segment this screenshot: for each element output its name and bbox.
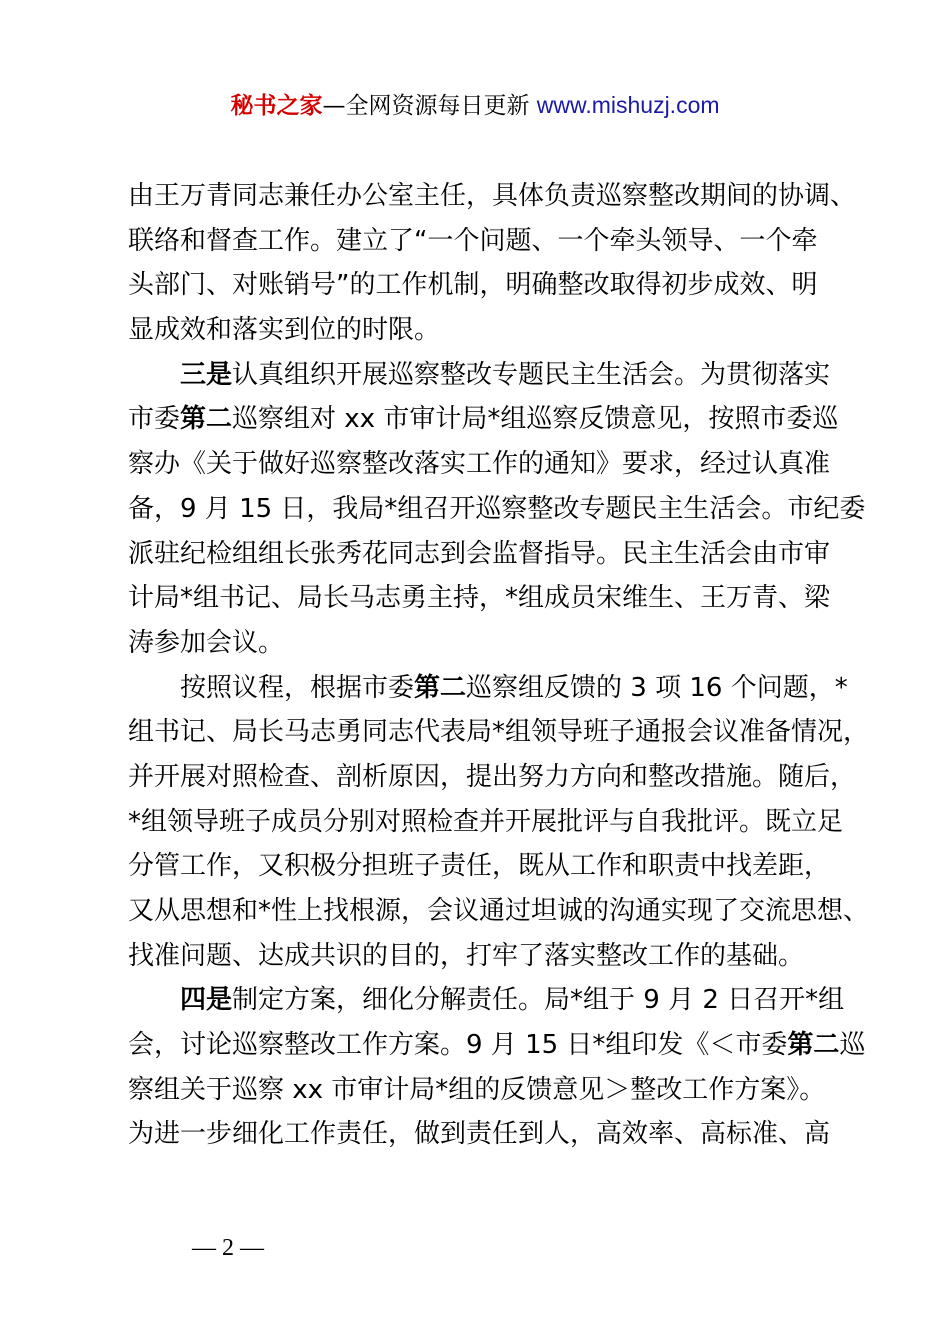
text-line <box>128 621 854 666</box>
page-number: — 2 — <box>192 1235 264 1261</box>
text-segment: 察办《关于做好巡察整改落实工作的通知》要求，经过认真准 <box>128 449 831 480</box>
text-line <box>128 576 854 621</box>
text-line <box>128 710 870 755</box>
text-segment: 巡 <box>839 1030 866 1061</box>
text-segment: 分管工作，又积极分担班子责任，既从工作和职责中找差距， <box>128 851 831 882</box>
text-segment: 派驻纪检组组长张秀花同志到会监督指导。民主生活会由市审 <box>128 538 831 569</box>
text-segment: 找准问题、达成共识的目的，打牢了落实整改工作的基础。 <box>128 940 805 971</box>
text-segment: 又从思想和*性上找根源，会议通过坦诚的沟通实现了交流思想、 <box>128 896 870 926</box>
text-segment: 显成效和落实到位的时限。 <box>128 315 441 346</box>
text-segment: 涛参加会议。 <box>128 627 285 658</box>
text-line <box>128 800 854 845</box>
text-line <box>128 934 854 979</box>
text-segment: 为进一步细化工作责任，做到责任到人，高效率、高标准、高 <box>128 1119 831 1150</box>
bold-segment: 第二 <box>414 672 467 703</box>
site-url-link[interactable]: www.mishuzj.com <box>536 92 720 118</box>
text-line <box>128 532 854 577</box>
text-segment: 计局*组书记、局长马志勇主持，*组成员宋维生、王万青、梁 <box>128 583 831 614</box>
site-tagline: —全网资源每日更新 <box>322 93 537 119</box>
text-segment: 联络和督查工作。建立了“一个问题、一个牵头领导、一个牵 <box>128 225 818 256</box>
text-line <box>128 397 854 442</box>
text-line <box>128 263 854 308</box>
bold-segment: 第二 <box>180 404 233 435</box>
text-line <box>128 666 854 711</box>
text-line <box>128 442 854 487</box>
text-line <box>128 755 857 800</box>
text-line <box>128 487 866 532</box>
text-segment: 巡察组反馈的 3 项 16 个问题，* <box>466 672 848 703</box>
text-line <box>128 219 854 264</box>
text-line <box>128 1068 854 1113</box>
text-segment: 巡察组对 xx 市审计局*组巡察反馈意见，按照市委巡 <box>232 404 839 435</box>
text-segment: 制定方案，细化分解责任。局*组于 9 月 2 日召开*组 <box>232 985 845 1016</box>
site-brand: 秘书之家 <box>230 93 323 119</box>
text-line <box>128 353 854 398</box>
text-line <box>128 889 870 934</box>
text-segment: 组书记、局长马志勇同志代表局*组领导班子通报会议准备情况， <box>128 717 870 748</box>
bold-segment: 三是 <box>180 359 233 390</box>
text-segment: 市委 <box>128 404 181 435</box>
text-segment: 头部门、对账销号”的工作机制，明确整改取得初步成效、明 <box>128 270 818 301</box>
text-segment: 会，讨论巡察整改工作方案。9 月 15 日*组印发《＜市委 <box>128 1030 788 1061</box>
bold-segment: 四是 <box>180 985 233 1016</box>
site-header <box>0 88 950 123</box>
text-line <box>128 1112 854 1157</box>
text-segment: 并开展对照检查、剖析原因，提出努力方向和整改措施。随后， <box>128 761 857 792</box>
text-segment: 备，9 月 15 日，我局*组召开巡察整改专题民主生活会。市纪委 <box>128 493 866 524</box>
text-segment: *组领导班子成员分别对照检查并开展批评与自我批评。既立足 <box>128 806 844 837</box>
document-body <box>128 174 870 1157</box>
text-segment: 由王万青同志兼任办公室主任，具体负责巡察整改期间的协调、 <box>128 181 857 211</box>
text-line <box>128 844 854 889</box>
text-line <box>128 1023 866 1068</box>
text-line <box>128 978 854 1023</box>
text-line <box>128 174 857 219</box>
text-line <box>128 308 854 353</box>
text-segment: 察组关于巡察 xx 市审计局*组的反馈意见＞整改工作方案》。 <box>128 1074 826 1105</box>
text-segment: 认真组织开展巡察整改专题民主生活会。为贯彻落实 <box>232 359 831 390</box>
text-segment: 按照议程，根据市委 <box>180 672 415 703</box>
bold-segment: 第二 <box>787 1030 840 1061</box>
